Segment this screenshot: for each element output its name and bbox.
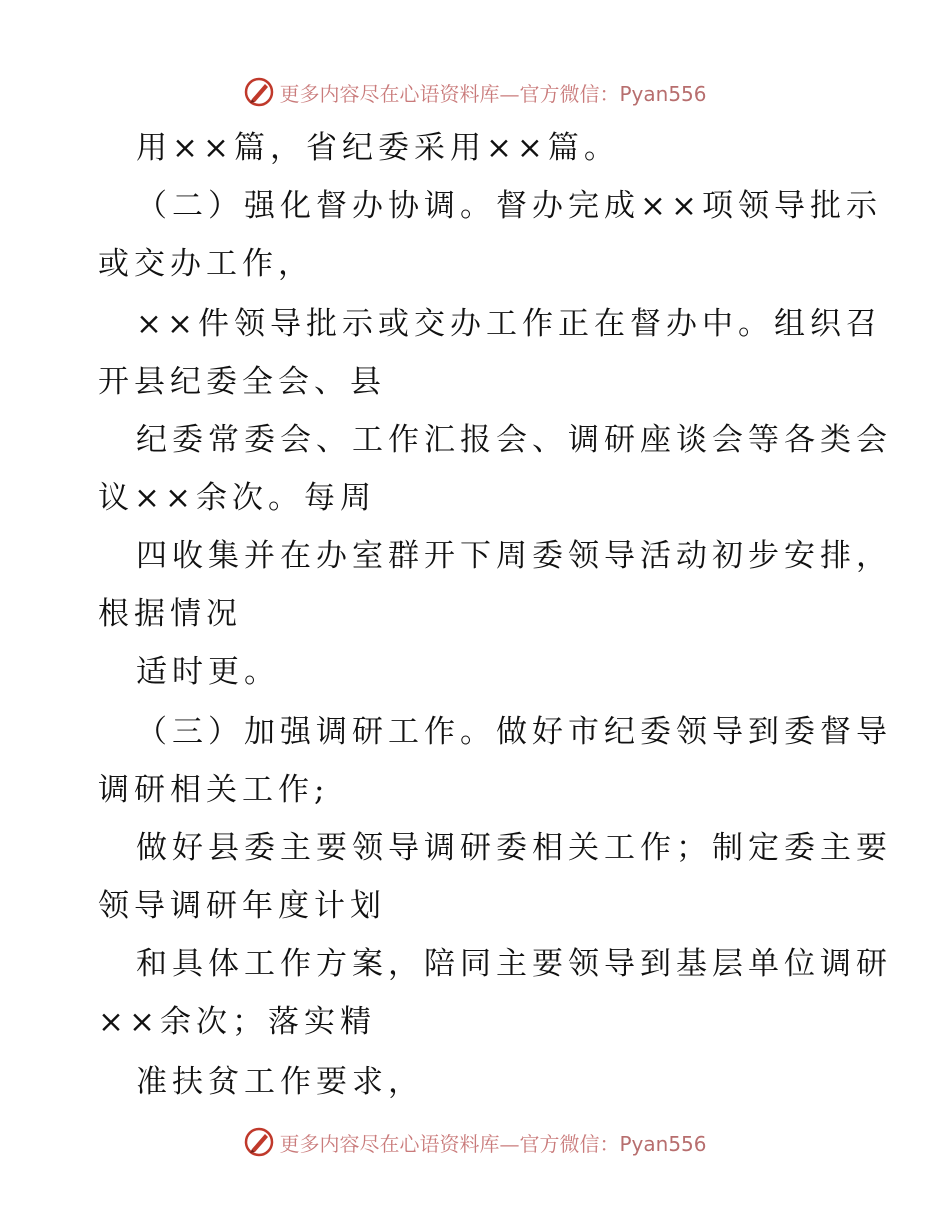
body-line: 四收集并在办室群开下周委领导活动初步安排， <box>136 538 892 574</box>
body-line: 用××篇，省纪委采用××篇。 <box>136 130 620 166</box>
body-line: 和具体工作方案，陪同主要领导到基层单位调研 <box>136 946 892 982</box>
footer-watermark-banner <box>0 1122 950 1162</box>
body-line: 纪委常委会、工作汇报会、调研座谈会等各类会 <box>136 422 892 458</box>
footer-banner-text <box>279 1128 706 1157</box>
body-line: 准扶贫工作要求， <box>136 1064 424 1100</box>
body-line: 领导调研年度计划 <box>98 888 386 924</box>
header-banner-label: 更多内容尽在心语资料库—官方微信： <box>279 81 620 106</box>
body-line: 根据情况 <box>98 596 242 632</box>
body-line: 或交办工作， <box>98 246 314 282</box>
body-line: 开县纪委全会、县 <box>98 364 386 400</box>
header-wechat-id: Pyan556 <box>619 81 707 106</box>
pen-in-circle-logo-icon <box>243 1126 275 1158</box>
body-line: 调研相关工作; <box>98 772 330 808</box>
body-line: 议××余次。每周 <box>98 480 376 516</box>
body-line: 适时更。 <box>136 654 280 690</box>
body-line: ××件领导批示或交办工作正在督办中。组织召 <box>136 306 882 342</box>
body-line: （二）强化督办协调。督办完成××项领导批示 <box>136 188 882 224</box>
footer-banner-label: 更多内容尽在心语资料库—官方微信： <box>279 1131 620 1156</box>
body-line: （三）加强调研工作。做好市纪委领导到委督导 <box>136 714 892 750</box>
body-line: ××余次；落实精 <box>98 1004 376 1040</box>
footer-wechat-id: Pyan556 <box>619 1131 707 1156</box>
body-line: 做好县委主要领导调研委相关工作；制定委主要 <box>136 830 892 866</box>
